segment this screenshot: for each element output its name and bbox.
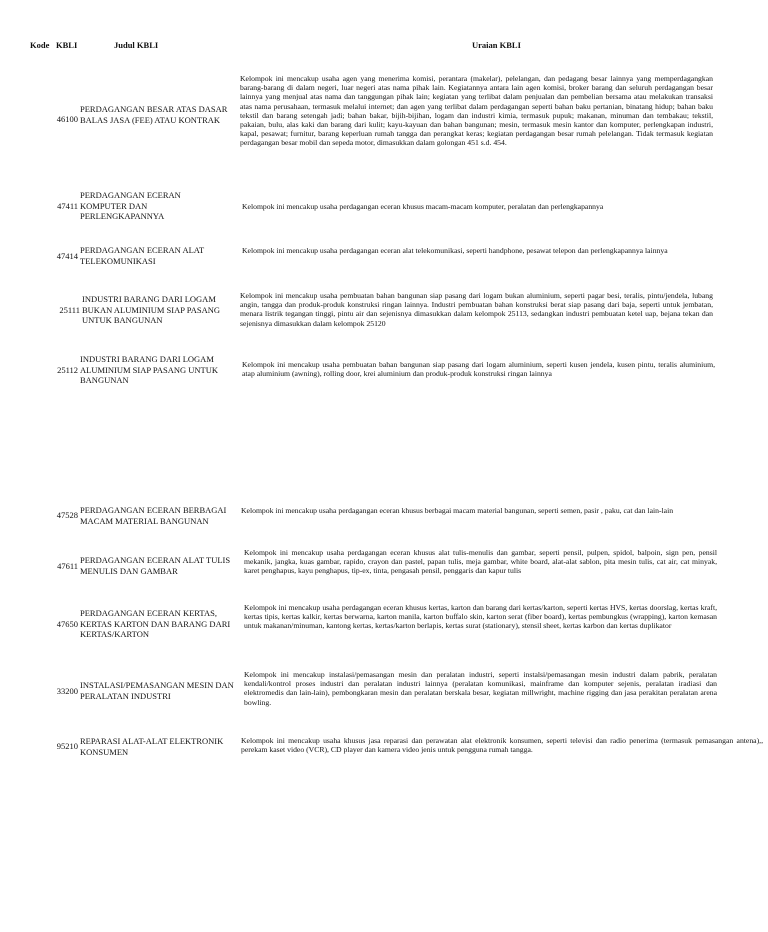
header-uraian-kbli: Uraian KBLI xyxy=(472,40,521,50)
row-code: 47528 xyxy=(56,510,78,520)
row-title: INSTALASI/PEMASANGAN MESIN DAN PERALATAN INDUSTRI xyxy=(80,680,234,701)
row-code: 47414 xyxy=(56,251,78,261)
row-code: 33200 xyxy=(56,686,78,696)
row-description: Kelompok ini mencakup usaha pembuatan bahan bangunan siap pasang dari logam aluminium, seperti kusen jendela, kusen pintu, teralis aluminium, atap aluminium (awning), rolling door, krei aluminium dan produk-produk konstruksi ringan lainnya xyxy=(242,360,715,379)
row-code: 46100 xyxy=(56,114,78,124)
row-title: PERDAGANGAN ECERAN KERTAS, KERTAS KARTON DAN BARANG DARI KERTAS/KARTON xyxy=(80,608,231,639)
row-code: 25112 xyxy=(57,365,78,375)
row-title: PERDAGANGAN ECERAN KOMPUTER DAN PERLENGKAPANNYA xyxy=(80,190,181,221)
row-code: 95210 xyxy=(56,741,78,751)
header-judul-kbli: Judul KBLI xyxy=(114,40,159,50)
row-description: Kelompok ini mencakup usaha perdagangan eceran khusus kertas, karton dan barang dari kertas/karton, seperti kertas HVS, kertas doorslag, kertas kraft, kertas tipis, kertas kalkir, kertas berwarna, karton manila, karton buffalo skin, karton serat (fiber board), kertas pembungkus (wrapping), karton kemasan untuk makanan/minuman, kantong kertas, kertas/karton berlapis, kertas surat (stationary), stensil sheet, kertas karbon dan kertas duplikator xyxy=(244,603,717,631)
row-description: Kelompok ini mencakup usaha agen yang menerima komisi, perantara (makelar), pelelangan, dan pedagang besar lainnya yang memperdagangkan barang-barang di dalam negeri, luar negeri atas nama pihak lain. Kegiatannya antara lain agen komisi, broker barang dan seluruh perdagangan besar lainnya yang menjual atas nama dan tanggungan pihak lain; kegiatan yang terlibat dalam penjualan dan pembelian bersama atau melakukan transaksi atas nama perusahaan, termasuk melalui internet; dan agen yang terlibat dalam perdagangan seperti bahan baku pertanian, binatang hidup; bahan baku tekstil dan barang setengah jadi; bahan bakar, bijih-bijihan, logam dan industri kimia, termasuk pupuk; makanan, minuman dan tembakau; tekstil, pakaian, bulu, alas kaki dan barang dari kulit; kayu-kayuan dan bahan bangunan; mesin, termasuk mesin kantor dan komputer, perlengkapan industri, kapal, pesawat; furnitur, barang keperluan rumah tangga dan perangkat keras; kegiatan perdagangan besar rumah pelelangan. Tidak termasuk kegiatan perdagangan besar mobil dan sepeda motor, dimasukkan dalam golongan 451 s.d. 454. xyxy=(240,74,713,148)
row-title: PERDAGANGAN ECERAN ALAT TELEKOMUNIKASI xyxy=(80,245,205,266)
row-description: Kelompok ini mencakup usaha perdagangan eceran khusus alat tulis-menulis dan gambar, seperti pensil, pulpen, spidol, balpoin, sign pen, pensil mekanik, jangka, kuas gambar, rapido, crayon dan pastel, papan tulis, meja gambar, white board, alat-alat sablon, pita mesin tulis, cat air, cat minyak, karet penghapus, kayu penghapus, tip-ex, tinta, pengasah pensil, penggaris dan kapur tulis xyxy=(244,548,717,576)
header-kode: Kode xyxy=(30,40,50,50)
row-description: Kelompok ini mencakup usaha pembuatan bahan bangunan siap pasang dari logam bukan aluminium, seperti pagar besi, teralis, pintu/jendela, lubang angin, tangga dan produk-produk konstruksi ringan lainnya. Industri pembuatan bahan konstruksi berat siap pasang dari baja, seperti untuk jembatan, menara listrik tegangan tinggi, pintu air dan sejenisnya dimasukkan dalam kelompok 25113, sedangkan industri pembuatan ketel uap, bejana tekan dan sejenisnya dimasukkan dalam kelompok 25120 xyxy=(240,291,713,328)
row-code: 25111 xyxy=(59,305,80,315)
row-title: INDUSTRI BARANG DARI LOGAM BUKAN ALUMINIUM SIAP PASANG UNTUK BANGUNAN xyxy=(82,294,220,325)
row-description: Kelompok ini mencakup usaha perdagangan eceran khusus berbagai macam material bangunan, seperti semen, pasir , paku, cat dan lain-lain xyxy=(241,506,674,515)
row-title: PERDAGANGAN BESAR ATAS DASAR BALAS JASA (FEE) ATAU KONTRAK xyxy=(80,104,228,125)
row-title: REPARASI ALAT-ALAT ELEKTRONIK KONSUMEN xyxy=(80,736,224,757)
row-code: 47650 xyxy=(56,619,78,629)
header-kbli: KBLI xyxy=(56,40,78,50)
row-description: Kelompok ini mencakup usaha khusus jasa reparasi dan perawatan alat elektronik konsumen, seperti televisi dan radio penerima (termasuk pemasangan antena),, perekam kaset video (VCR), CD player dan kamera video jenis untuk pengguna rumah tangga. xyxy=(241,736,763,755)
row-code: 47411 xyxy=(57,201,78,211)
row-description: Kelompok ini mencakup usaha perdagangan eceran alat telekomunikasi, seperti handphone, pesawat telepon dan perlengkapannya lainnya xyxy=(242,246,668,255)
row-title: PERDAGANGAN ECERAN BERBAGAI MACAM MATERIAL BANGUNAN xyxy=(80,505,227,526)
row-description: Kelompok ini mencakup usaha perdagangan eceran khusus macam-macam komputer, peralatan dan perlengkapannya xyxy=(242,202,604,211)
row-code: 47611 xyxy=(57,561,78,571)
row-title: INDUSTRI BARANG DARI LOGAM ALUMINIUM SIAP PASANG UNTUK BANGUNAN xyxy=(80,354,218,385)
row-title: PERDAGANGAN ECERAN ALAT TULIS MENULIS DAN GAMBAR xyxy=(80,555,231,576)
row-description: Kelompok ini mencakup instalasi/pemasangan mesin dan peralatan industri, seperti instalsi/pemasangan mesin industri dalam pabrik, peralatan kendali/kontrol proses industri dan peralatan industri lainnya (peralatan komunikasi, mainframe dan komputer sejenis, peralatan iradiasi dan elektromedis dan lain-lain), pembongkaran mesin dan peralatan berskala besar, kegiatan millwright, machine rigging dan jasa perakitan peralatan arena bowling. xyxy=(244,670,717,707)
